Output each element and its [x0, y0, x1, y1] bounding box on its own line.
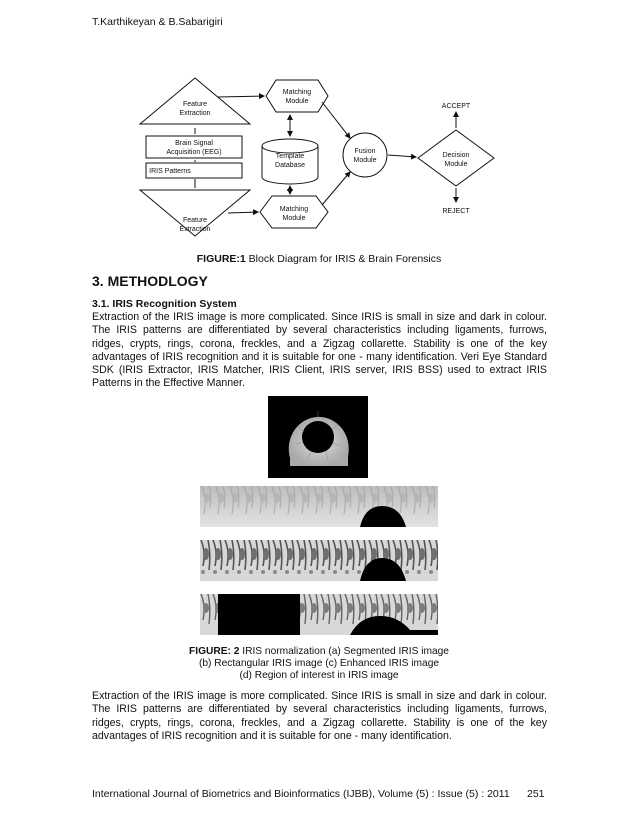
brain-signal-label-2: Acquisition (EEG) [166, 149, 222, 156]
block-diagram [0, 0, 638, 250]
brain-signal-label-1: Brain Signal [175, 140, 213, 147]
figure1-caption-text: Block Diagram for IRIS & Brain Forensics [245, 253, 442, 265]
feature-extraction-bottom-label-2: Extraction [179, 226, 211, 233]
figure2-caption-line2: (b) Rectangular IRIS image (c) Enhanced IRIS image [198, 657, 440, 669]
feature-extraction-bottom-label-1: Feature [182, 217, 208, 224]
iris-region-of-interest-image [200, 594, 438, 635]
decision-module-label-1: Decision [442, 152, 470, 159]
figure2-caption-line1: FIGURE: 2 IRIS normalization (a) Segmented IRIS image [189, 646, 449, 657]
section-heading: 3. METHODLOGY [92, 273, 208, 289]
figure2-caption [0, 646, 638, 681]
journal-footer: International Journal of Biometrics and Bioinformatics (IJBB), Volume (5) : Issue (5) : 2011 [92, 788, 510, 800]
feature-extraction-top-label-1: Feature [182, 101, 208, 108]
paragraph-iris-extraction: Extraction of the IRIS image is more complicated. Since IRIS is small in size and dark in colour. The IRIS patterns are differentiated by several characteristics including ligaments, furrows, ridges, crypts, rings, corona, freckles, and a Zigzag collarette. Stability is one of the key advantages of IRIS recognition and it is suitable for one - many identification. [92, 690, 547, 742]
figure1-caption [0, 253, 638, 265]
matching-module-top-label-2: Module [285, 98, 309, 105]
figure1-caption-label: FIGURE:1 [196, 253, 246, 265]
matching-module-top-label-1: Matching [282, 89, 312, 96]
rectangular-iris-image [200, 486, 438, 527]
running-header: T.Karthikeyan & B.Sabarigiri [92, 16, 223, 28]
matching-module-bottom-label-1: Matching [279, 206, 309, 213]
fusion-module-label-2: Module [353, 157, 377, 164]
feature-extraction-top-label-2: Extraction [179, 110, 211, 117]
fusion-module-shape [343, 133, 387, 177]
iris-patterns-label: IRIS Patterns [149, 168, 191, 175]
enhanced-iris-image [200, 540, 438, 581]
paragraph-iris-recognition: Extraction of the IRIS image is more complicated. Since IRIS is small in size and dark in colour. The IRIS patterns are differentiated by several characteristics including ligaments, furrows, ridges, crypts, rings, corona, freckles, and a Zigzag collarette. Stability is one of the key advantages of IRIS recognition and it is suitable for one - many identification. Veri Eye Standard SDK (IRIS Extractor, IRIS Matcher, IRIS Client, IRIS server, IRIS BSS) used to extract IRIS Patterns in the Effective Manner. [92, 311, 547, 390]
matching-module-top-shape [266, 80, 328, 112]
figure2-caption-line3: (d) Region of interest in IRIS image [239, 669, 399, 681]
figure2-caption-label: FIGURE: 2 [189, 646, 240, 657]
accept-label: ACCEPT [441, 103, 471, 110]
matching-module-bottom-label-2: Module [282, 215, 306, 222]
fusion-module-label-1: Fusion [354, 148, 376, 155]
template-database-label-1: Template [275, 153, 305, 160]
segmented-iris-image [268, 396, 368, 478]
page-number: 251 [527, 788, 545, 800]
reject-label: REJECT [442, 208, 470, 215]
decision-module-label-2: Module [444, 161, 468, 168]
subsection-heading: 3.1. IRIS Recognition System [92, 298, 237, 310]
template-database-label-2: Database [275, 162, 305, 169]
